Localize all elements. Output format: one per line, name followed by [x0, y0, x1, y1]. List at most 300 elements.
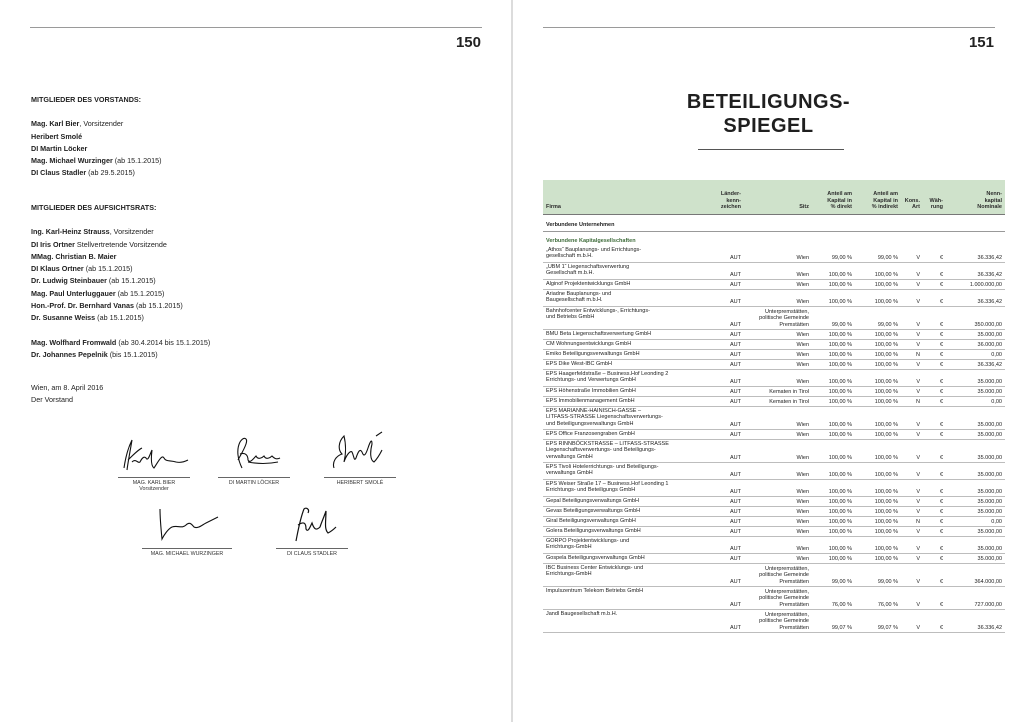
cell-anteil-direkt: 100,00 %	[828, 545, 852, 552]
member-name: DI Martin Löcker	[31, 143, 88, 153]
cell-sitz: Wien	[796, 421, 809, 428]
cell-kons-art: V	[916, 421, 920, 428]
member-name: DI Claus Stadler	[31, 168, 87, 178]
cell-land: AUT	[730, 545, 741, 552]
cell-sitz: Wien	[796, 254, 809, 261]
col-firma: Firma	[546, 204, 561, 211]
member-row	[31, 337, 210, 349]
cell-nennkapital: 35.000,00	[977, 555, 1002, 562]
cell-sitz: Wien	[796, 361, 809, 368]
member-row	[31, 288, 210, 300]
cell-firma: „Athos“ Bauplanungs- und Errichtungs- gesellschaft m.b.H.	[546, 247, 642, 260]
cell-anteil-direkt: 100,00 %	[828, 361, 852, 368]
cell-kons-art: N	[916, 398, 920, 405]
table-row	[543, 340, 1005, 350]
cell-kons-art: V	[916, 624, 920, 631]
top-rule	[30, 27, 482, 28]
table-row	[543, 537, 1005, 554]
cell-sitz: Kematen in Tirol	[769, 388, 809, 395]
cell-firma: „UBM 1“ Liegenschaftsverwertung Gesellschaft m.b.H.	[546, 264, 630, 277]
right-page	[513, 0, 1024, 722]
beteiligungs-table	[543, 180, 1005, 633]
signature-name: DI CLAUS STADLER	[287, 551, 337, 557]
cell-nennkapital: 727.000,00	[974, 601, 1002, 608]
cell-waehrung: €	[939, 298, 943, 305]
cell-firma: Gevas Beteiligungsverwaltungs GmbH	[546, 508, 641, 514]
title-line-2: SPIEGEL	[723, 115, 814, 137]
cell-nennkapital: 35.000,00	[977, 488, 1002, 495]
title-line-1: BETEILIGUNGS-	[686, 91, 851, 113]
cell-land: AUT	[730, 488, 741, 495]
member-note: (ab 15.1.2015)	[115, 288, 165, 298]
cell-kons-art: V	[916, 388, 920, 395]
vorstand-block	[31, 94, 162, 180]
table-row	[543, 397, 1005, 407]
table-row	[543, 360, 1005, 370]
cell-waehrung: €	[939, 271, 943, 278]
cell-nennkapital: 35.000,00	[977, 431, 1002, 438]
cell-firma: EPS Haagerfeldstraße – Business.Hof Leonding 2 Errichtungs- und Verwertungs GmbH	[546, 371, 669, 384]
cell-anteil-direkt: 100,00 %	[828, 528, 852, 535]
cell-anteil-indirekt: 100,00 %	[874, 331, 898, 338]
signature-name: MAG. MICHAEL WURZINGER	[150, 551, 224, 557]
member-row	[31, 263, 210, 275]
cell-anteil-indirekt: 76,00 %	[877, 601, 898, 608]
member-note: (bis 15.1.2015)	[107, 349, 158, 359]
cell-firma: EPS Weiser Straße 17 – Business.Hof Leonding 1 Errichtungs- und Beteiligungs GmbH	[546, 481, 669, 494]
table-row	[543, 480, 1005, 497]
table-row	[543, 246, 1005, 263]
section-row	[543, 215, 1005, 232]
cell-nennkapital: 0,00	[991, 398, 1002, 405]
member-note: Stellvertretende Vorsitzende	[74, 239, 167, 249]
cell-anteil-indirekt: 100,00 %	[874, 351, 898, 358]
cell-kons-art: V	[916, 378, 920, 385]
signature-name: HERIBERT SMOLÉ	[336, 480, 384, 486]
table-row	[543, 350, 1005, 360]
cell-waehrung: €	[939, 421, 943, 428]
cell-land: AUT	[730, 271, 741, 278]
former-members-list	[31, 337, 210, 362]
cell-nennkapital: 36.336,42	[977, 271, 1002, 278]
signature-image	[324, 428, 396, 476]
cell-nennkapital: 35.000,00	[977, 498, 1002, 505]
vorstand-list	[31, 118, 162, 179]
signature-image	[118, 432, 190, 476]
cell-waehrung: €	[939, 518, 943, 525]
table-row	[543, 527, 1005, 537]
member-row	[31, 275, 210, 287]
cell-sitz: Wien	[796, 378, 809, 385]
vorstand-heading: MITGLIEDER DES VORSTANDS:	[31, 95, 142, 104]
member-name: DI Iris Ortner	[31, 239, 75, 249]
cell-kons-art: V	[916, 488, 920, 495]
cell-waehrung: €	[939, 601, 943, 608]
member-row	[31, 226, 210, 238]
cell-anteil-indirekt: 100,00 %	[874, 545, 898, 552]
title-rule	[698, 149, 844, 150]
col-anteil-direkt: Anteil am Kapital in % direkt	[827, 191, 852, 211]
member-note: (ab 30.4.2014 bis 15.1.2015)	[116, 337, 211, 347]
cell-firma: Ariadne Bauplanungs- und Baugesellschaft m.b.H.	[546, 291, 612, 304]
member-note: (ab 29.5.2015)	[86, 168, 135, 178]
cell-nennkapital: 35.000,00	[977, 508, 1002, 515]
cell-sitz: Wien	[796, 471, 809, 478]
cell-firma: Gospela Beteiligungsverwaltungs GmbH	[546, 555, 645, 561]
member-row	[31, 155, 162, 167]
cell-land: AUT	[730, 341, 741, 348]
member-row	[31, 251, 210, 263]
member-name: Mag. Wolfhard Fromwald	[31, 337, 117, 347]
cell-sitz: Wien	[796, 298, 809, 305]
cell-kons-art: V	[916, 555, 920, 562]
cell-land: AUT	[730, 431, 741, 438]
cell-sitz: Wien	[796, 498, 809, 505]
member-note: (ab 15.1.2015)	[112, 156, 162, 166]
cell-land: AUT	[730, 471, 741, 478]
signature-claus-stadler	[276, 501, 348, 557]
table-row	[543, 497, 1005, 507]
table-row	[543, 263, 1005, 280]
cell-sitz: Wien	[796, 341, 809, 348]
signature-martin-loecker	[218, 430, 290, 486]
cell-kons-art: V	[916, 578, 920, 585]
signature-name: DI MARTIN LÖCKER	[228, 480, 280, 486]
cell-firma: Jandl Baugesellschaft m.b.H.	[546, 611, 618, 617]
cell-kons-art: V	[916, 281, 920, 288]
cell-firma: EPS Immobilienmanagement GmbH	[546, 398, 635, 404]
cell-firma: Gepal Beteiligungsverwaltungs GmbH	[546, 498, 639, 504]
member-name: Mag. Karl Bier	[31, 119, 80, 129]
cell-firma: Golera Beteiligungsverwaltungs GmbH	[546, 528, 641, 534]
cell-waehrung: €	[939, 254, 943, 261]
cell-sitz: Wien	[796, 518, 809, 525]
member-row	[31, 118, 162, 130]
cell-land: AUT	[730, 518, 741, 525]
member-name: DI Klaus Ortner	[31, 264, 84, 274]
cell-sitz: Wien	[796, 508, 809, 515]
cell-waehrung: €	[939, 398, 943, 405]
signature-image	[218, 430, 290, 476]
member-name: Dr. Johannes Pepelnik	[31, 349, 108, 359]
cell-nennkapital: 35.000,00	[977, 378, 1002, 385]
table-row	[543, 507, 1005, 517]
table-row	[543, 280, 1005, 290]
cell-land: AUT	[730, 555, 741, 562]
cell-waehrung: €	[939, 498, 943, 505]
cell-nennkapital: 36.336,42	[977, 254, 1002, 261]
member-name: Mag. Paul Unterluggauer	[31, 288, 116, 298]
page-number: 151	[968, 34, 994, 51]
cell-anteil-indirekt: 100,00 %	[874, 528, 898, 535]
member-note: (ab 15.1.2015)	[83, 264, 133, 274]
cell-land: AUT	[730, 454, 741, 461]
cell-anteil-direkt: 99,00 %	[831, 578, 852, 585]
member-row	[31, 239, 210, 251]
cell-land: AUT	[730, 254, 741, 261]
member-note: , Vorsitzender	[79, 119, 124, 129]
aufsichtsrat-block	[31, 202, 210, 361]
cell-anteil-indirekt: 99,07 %	[877, 624, 898, 631]
cell-sitz: Wien	[796, 351, 809, 358]
cell-firma: Impulszentrum Telekom Betriebs GmbH	[546, 588, 644, 594]
cell-nennkapital: 35.000,00	[977, 331, 1002, 338]
member-note: , Vorsitzender	[109, 227, 154, 237]
cell-anteil-indirekt: 100,00 %	[874, 341, 898, 348]
cell-anteil-indirekt: 100,00 %	[874, 454, 898, 461]
cell-nennkapital: 35.000,00	[977, 454, 1002, 461]
cell-sitz: Unterpremstätten, politische Gemeinde Premstätten	[759, 611, 809, 631]
cell-sitz: Wien	[796, 281, 809, 288]
cell-land: AUT	[730, 624, 741, 631]
cell-waehrung: €	[939, 624, 943, 631]
place-date: Wien, am 8. April 2016	[31, 383, 104, 392]
cell-nennkapital: 35.000,00	[977, 528, 1002, 535]
col-anteil-indirekt: Anteil am Kapital in % indirekt	[871, 191, 898, 211]
cell-anteil-indirekt: 100,00 %	[874, 298, 898, 305]
cell-land: AUT	[730, 361, 741, 368]
cell-kons-art: V	[916, 498, 920, 505]
cell-anteil-indirekt: 100,00 %	[874, 398, 898, 405]
cell-anteil-indirekt: 100,00 %	[874, 498, 898, 505]
col-sitz: Sitz	[799, 204, 809, 211]
cell-firma: EPS Tivoli Hotelerrichtungs- und Beteiligungs- verwaltungs GmbH	[546, 464, 659, 477]
table-row	[543, 307, 1005, 330]
cell-land: AUT	[730, 508, 741, 515]
cell-anteil-direkt: 76,00 %	[831, 601, 852, 608]
member-name: Ing. Karl-Heinz Strauss	[31, 227, 110, 237]
cell-firma: EPS RINNBÖCKSTRASSE – LITFASS-STRASSE Liegenschaftsverwertungs- und Beteiligungs- verwaltungs GmbH	[546, 441, 669, 460]
cell-waehrung: €	[939, 578, 943, 585]
signature-name: MAG. KARL BIER	[132, 480, 176, 486]
cell-nennkapital: 35.000,00	[977, 388, 1002, 395]
cell-firma: BMU Beta Liegenschaftsverwertung GmbH	[546, 331, 652, 337]
cell-kons-art: V	[916, 454, 920, 461]
cell-waehrung: €	[939, 341, 943, 348]
cell-firma: Alginof Projektentwicklungs GmbH	[546, 281, 631, 287]
cell-anteil-direkt: 100,00 %	[828, 431, 852, 438]
cell-anteil-direkt: 99,07 %	[831, 624, 852, 631]
cell-sitz: Wien	[796, 331, 809, 338]
cell-kons-art: V	[916, 528, 920, 535]
member-name: Dr. Ludwig Steinbauer	[31, 276, 107, 286]
cell-firma: IBC Business Center Entwicklungs- und Errichtungs-GmbH	[546, 565, 644, 578]
cell-anteil-indirekt: 99,00 %	[877, 321, 898, 328]
signoff: Der Vorstand	[31, 395, 73, 405]
cell-anteil-direkt: 100,00 %	[828, 281, 852, 288]
signature-image	[276, 501, 348, 547]
member-note: (ab 15.1.2015)	[95, 313, 144, 323]
cell-anteil-direkt: 100,00 %	[828, 271, 852, 278]
cell-nennkapital: 36.000,00	[977, 341, 1002, 348]
cell-firma: Emiko Beteiligungsverwaltungs GmbH	[546, 351, 640, 357]
cell-anteil-indirekt: 100,00 %	[874, 281, 898, 288]
cell-waehrung: €	[939, 321, 943, 328]
cell-firma: CM Wohnungsentwicklungs GmbH	[546, 341, 632, 347]
cell-anteil-direkt: 100,00 %	[828, 351, 852, 358]
cell-sitz: Wien	[796, 528, 809, 535]
cell-nennkapital: 35.000,00	[977, 545, 1002, 552]
member-row	[31, 300, 210, 312]
cell-anteil-direkt: 100,00 %	[828, 488, 852, 495]
cell-sitz: Wien	[796, 271, 809, 278]
cell-sitz: Wien	[796, 555, 809, 562]
cell-kons-art: N	[916, 518, 920, 525]
cell-kons-art: N	[916, 351, 920, 358]
table-row	[543, 387, 1005, 397]
subsection-row	[543, 232, 1005, 246]
cell-land: AUT	[730, 331, 741, 338]
cell-land: AUT	[730, 388, 741, 395]
cell-nennkapital: 36.336,42	[977, 298, 1002, 305]
table-row	[543, 440, 1005, 463]
cell-anteil-indirekt: 100,00 %	[874, 555, 898, 562]
cell-anteil-indirekt: 99,00 %	[877, 254, 898, 261]
cell-sitz: Unterpremstätten, politische Gemeinde Premstätten	[759, 308, 809, 328]
cell-kons-art: V	[916, 361, 920, 368]
cell-anteil-indirekt: 100,00 %	[874, 388, 898, 395]
cell-anteil-direkt: 100,00 %	[828, 518, 852, 525]
cell-kons-art: V	[916, 431, 920, 438]
col-laenderkennzeichen: Länder- kenn- zeichen	[720, 191, 741, 211]
cell-anteil-direkt: 100,00 %	[828, 421, 852, 428]
table-row	[543, 564, 1005, 587]
aufsichtsrat-list	[31, 226, 210, 324]
cell-anteil-indirekt: 100,00 %	[874, 488, 898, 495]
cell-kons-art: V	[916, 471, 920, 478]
cell-kons-art: V	[916, 271, 920, 278]
member-name: Hon.-Prof. Dr. Bernhard Vanas	[31, 301, 135, 311]
cell-land: AUT	[730, 378, 741, 385]
signoff-block	[31, 382, 103, 407]
page-number: 150	[455, 34, 481, 51]
table-header	[543, 180, 1005, 215]
cell-firma: Bahnhofcenter Entwicklungs-, Errichtungs- und Betriebs GmbH	[546, 308, 650, 321]
cell-anteil-indirekt: 100,00 %	[874, 421, 898, 428]
cell-waehrung: €	[939, 281, 943, 288]
cell-waehrung: €	[939, 331, 943, 338]
member-note: (ab 15.1.2015)	[106, 276, 156, 286]
cell-land: AUT	[730, 578, 741, 585]
cell-anteil-direkt: 100,00 %	[828, 471, 852, 478]
cell-nennkapital: 350.000,00	[974, 321, 1002, 328]
left-page	[0, 0, 511, 722]
cell-land: AUT	[730, 321, 741, 328]
cell-waehrung: €	[939, 431, 943, 438]
cell-anteil-direkt: 100,00 %	[828, 398, 852, 405]
signature-role: Vorsitzender	[139, 486, 169, 492]
member-name: Dr. Susanne Weiss	[31, 313, 96, 323]
member-row	[31, 131, 162, 143]
signature-heribert-smole	[324, 428, 396, 486]
cell-waehrung: €	[939, 545, 943, 552]
cell-anteil-direkt: 100,00 %	[828, 331, 852, 338]
cell-firma: EPS MARIANNE-HAINISCH-GASSE – LITFASS-STRASSE Liegenschaftsverwertungs- und Beteiligungsverwaltungs GmbH	[546, 408, 663, 427]
cell-land: AUT	[730, 421, 741, 428]
member-note: (ab 15.1.2015)	[134, 301, 183, 311]
cell-waehrung: €	[939, 388, 943, 395]
cell-nennkapital: 36.336,42	[977, 624, 1002, 631]
table-row	[543, 517, 1005, 527]
cell-firma: Giral Beteiligungsverwaltungs GmbH	[546, 518, 636, 524]
cell-kons-art: V	[916, 298, 920, 305]
cell-waehrung: €	[939, 508, 943, 515]
member-row	[31, 312, 210, 324]
cell-firma: EPS Höhenstraße Immobilien GmbH	[546, 388, 636, 394]
cell-anteil-indirekt: 100,00 %	[874, 361, 898, 368]
col-nennkapital: Nenn- kapital Nominale	[977, 191, 1002, 211]
cell-sitz: Kematen in Tirol	[769, 398, 809, 405]
cell-land: AUT	[730, 351, 741, 358]
table-row	[543, 430, 1005, 440]
cell-sitz: Wien	[796, 488, 809, 495]
member-row	[31, 349, 210, 361]
cell-kons-art: V	[916, 331, 920, 338]
cell-land: AUT	[730, 498, 741, 505]
cell-firma: GORPO Projektentwicklungs- und Errichtungs-GmbH	[546, 538, 630, 551]
signature-karl-bier	[118, 432, 190, 492]
cell-kons-art: V	[916, 321, 920, 328]
member-row	[31, 143, 162, 155]
cell-kons-art: V	[916, 254, 920, 261]
cell-sitz: Wien	[796, 454, 809, 461]
cell-anteil-indirekt: 100,00 %	[874, 271, 898, 278]
subsection-label: Verbundene Kapitalgesellschaften	[546, 238, 636, 244]
cell-land: AUT	[730, 398, 741, 405]
cell-land: AUT	[730, 528, 741, 535]
cell-anteil-direkt: 99,00 %	[831, 254, 852, 261]
cell-land: AUT	[730, 281, 741, 288]
member-name: Mag. Michael Wurzinger	[31, 156, 113, 166]
cell-kons-art: V	[916, 508, 920, 515]
cell-anteil-direkt: 100,00 %	[828, 341, 852, 348]
cell-firma: EPS Office Franzosengraben GmbH	[546, 431, 635, 437]
cell-waehrung: €	[939, 454, 943, 461]
cell-anteil-direkt: 100,00 %	[828, 454, 852, 461]
cell-land: AUT	[730, 298, 741, 305]
cell-anteil-indirekt: 100,00 %	[874, 518, 898, 525]
table-row	[543, 554, 1005, 564]
col-kons-art: Kons. Art	[904, 197, 920, 211]
cell-anteil-direkt: 100,00 %	[828, 388, 852, 395]
cell-nennkapital: 35.000,00	[977, 471, 1002, 478]
col-waehrung: Wäh- rung	[929, 197, 943, 211]
cell-waehrung: €	[939, 471, 943, 478]
cell-anteil-direkt: 100,00 %	[828, 298, 852, 305]
cell-nennkapital: 35.000,00	[977, 421, 1002, 428]
cell-anteil-indirekt: 100,00 %	[874, 378, 898, 385]
table-row	[543, 587, 1005, 610]
cell-waehrung: €	[939, 555, 943, 562]
cell-waehrung: €	[939, 361, 943, 368]
signature-michael-wurzinger	[142, 503, 232, 557]
cell-anteil-direkt: 100,00 %	[828, 498, 852, 505]
member-row	[31, 167, 162, 179]
cell-kons-art: V	[916, 341, 920, 348]
member-name: MMag. Christian B. Maier	[31, 251, 117, 261]
aufsichtsrat-heading: MITGLIEDER DES AUFSICHTSRATS:	[31, 203, 157, 212]
cell-anteil-direkt: 100,00 %	[828, 555, 852, 562]
cell-waehrung: €	[939, 351, 943, 358]
table-row	[543, 330, 1005, 340]
table-row	[543, 407, 1005, 430]
cell-anteil-direkt: 100,00 %	[828, 508, 852, 515]
cell-sitz: Wien	[796, 431, 809, 438]
cell-nennkapital: 36.336,42	[977, 361, 1002, 368]
cell-anteil-indirekt: 100,00 %	[874, 508, 898, 515]
section-label: Verbundene Unternehmen	[546, 222, 615, 228]
cell-sitz: Wien	[796, 545, 809, 552]
